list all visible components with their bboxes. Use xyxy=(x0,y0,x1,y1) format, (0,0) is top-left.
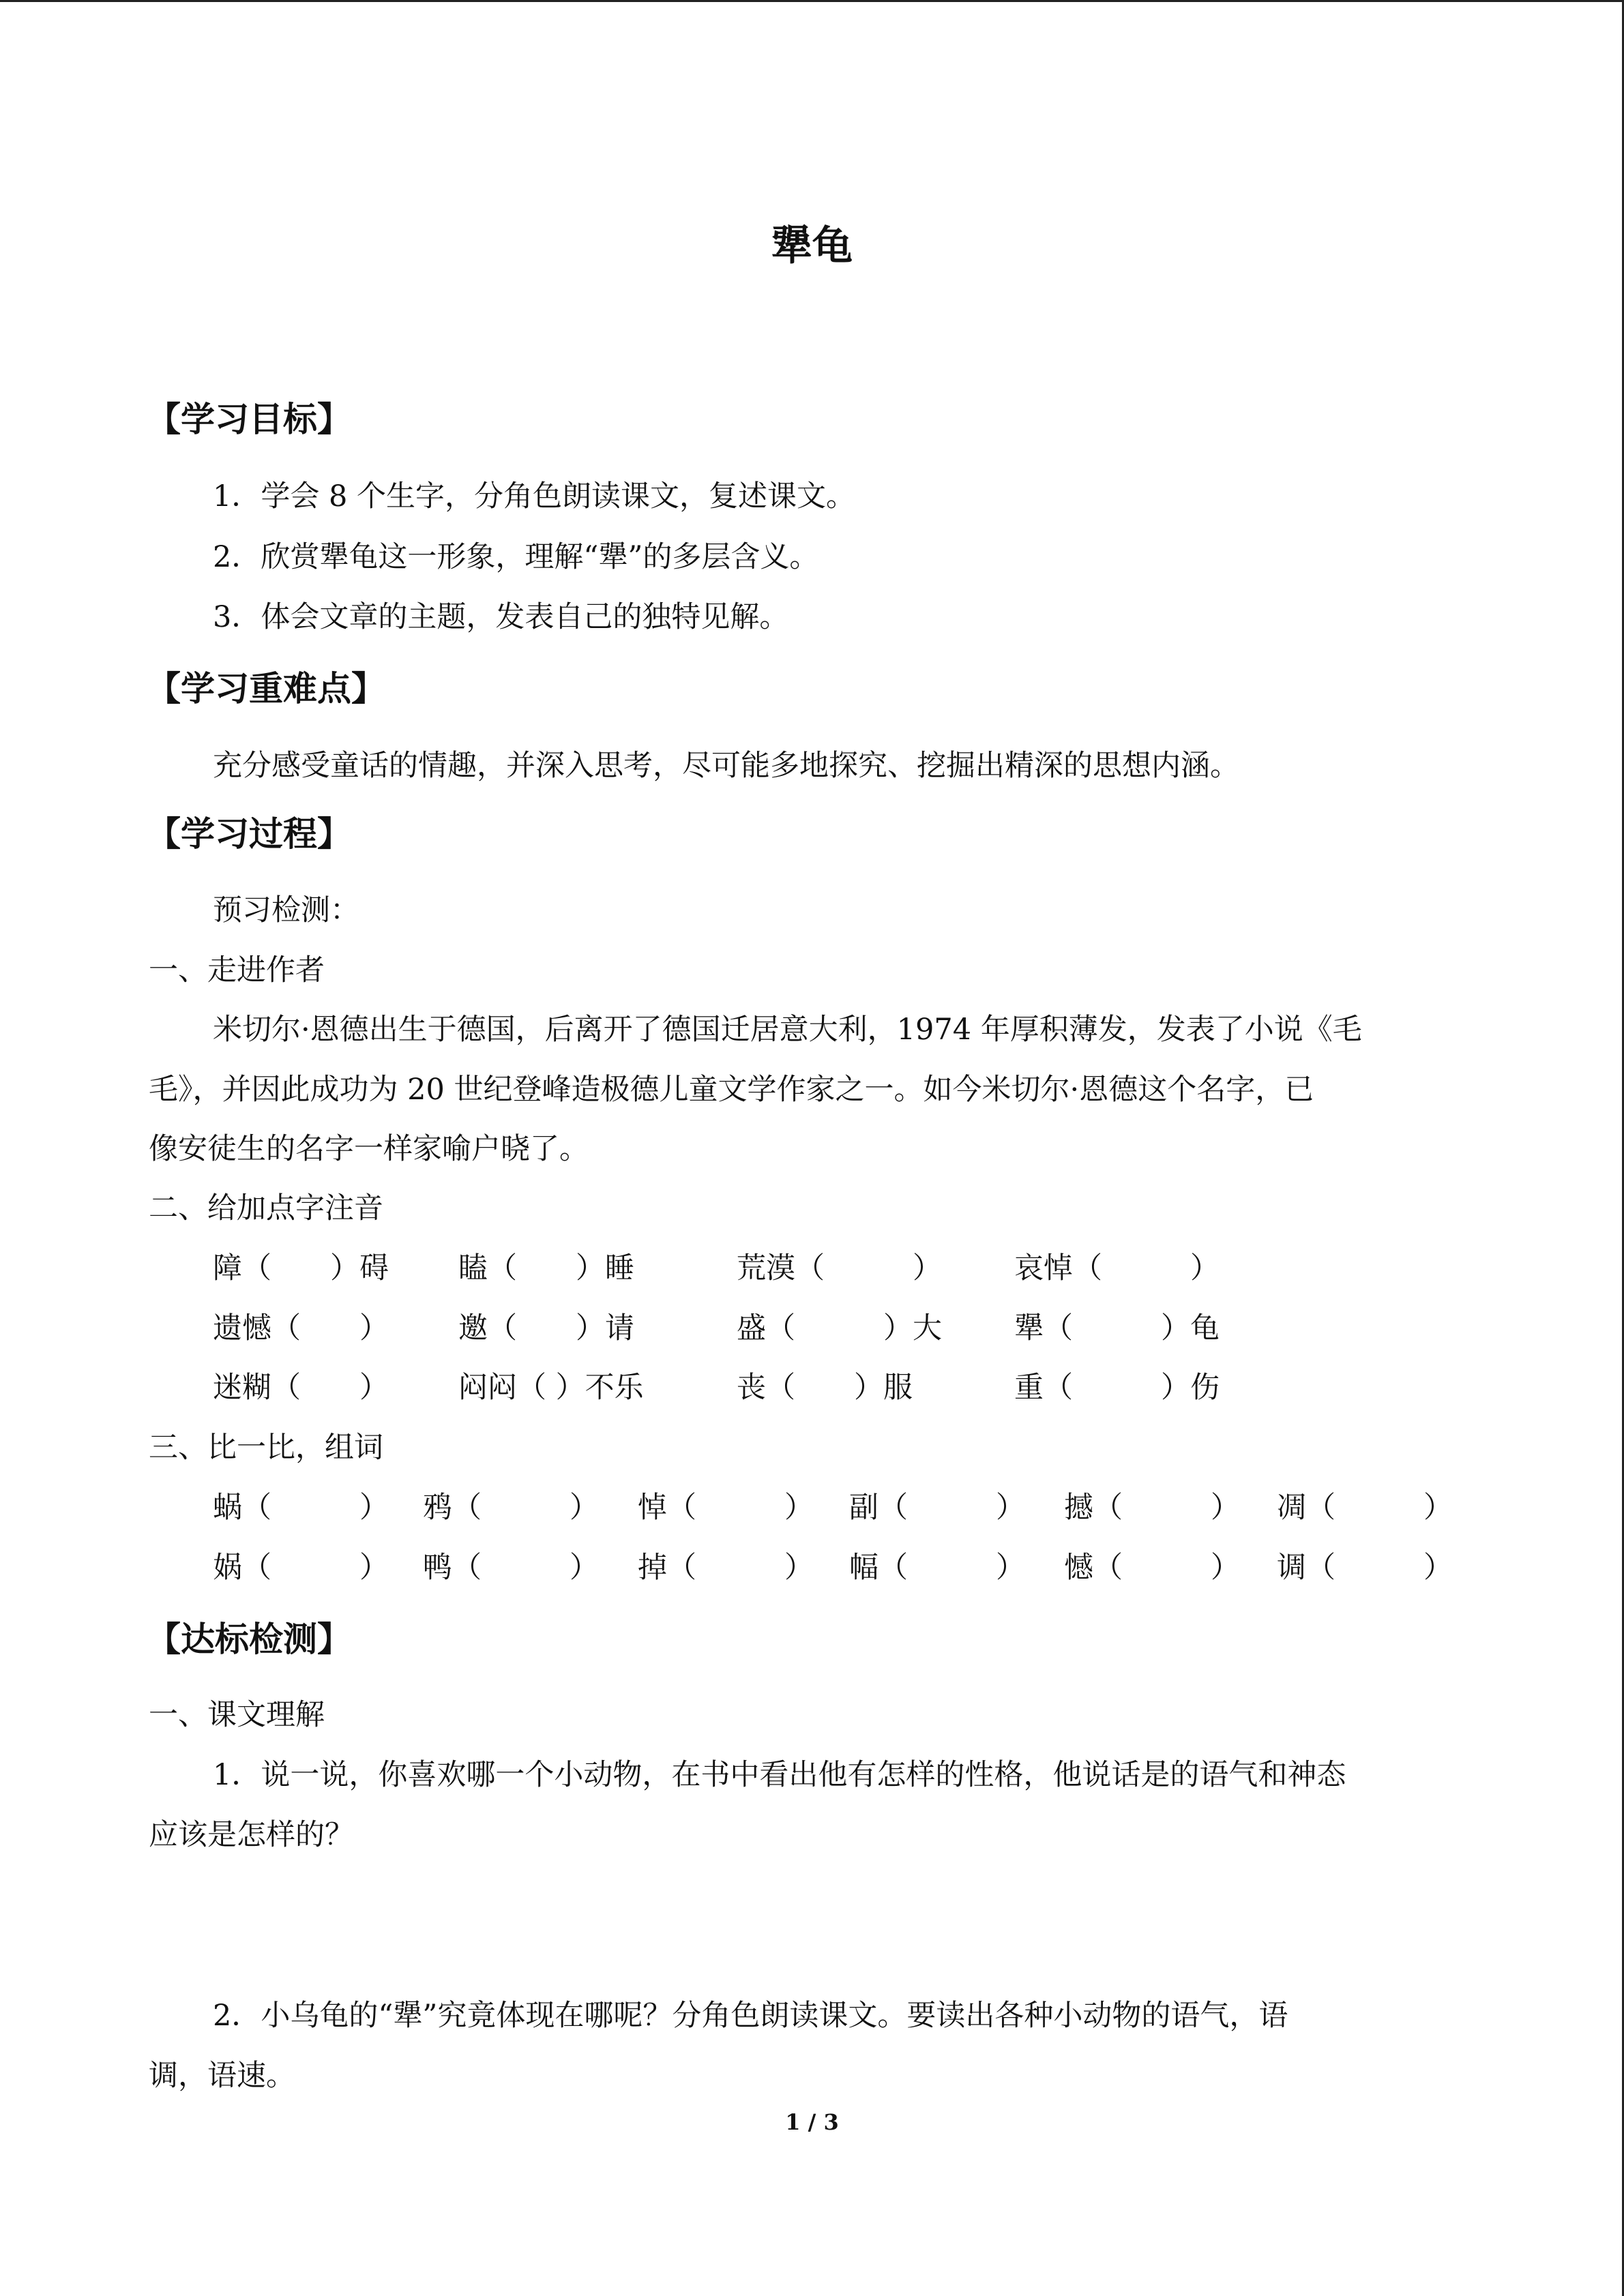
pinyin-cell: 哀悼（ ） xyxy=(1014,1251,1220,1285)
pinyin-cell: 障（ ）碍 xyxy=(213,1251,389,1285)
compare-cell: 鸦（ ） xyxy=(423,1491,599,1525)
page-title: 犟龟 xyxy=(771,222,853,270)
pinyin-cell: 荒漠（ ） xyxy=(737,1251,942,1285)
compare-cell: 蜗（ ） xyxy=(213,1491,389,1525)
goal-item: 3．体会文章的主题，发表自己的独特见解。 xyxy=(213,600,789,634)
compare-cell: 副（ ） xyxy=(849,1491,1025,1525)
compare-cell: 凋（ ） xyxy=(1277,1491,1453,1525)
question-2-line: 调，语速。 xyxy=(149,2059,295,2093)
preview-label: 预习检测： xyxy=(213,893,359,927)
author-heading: 一、走进作者 xyxy=(149,953,325,987)
author-line: 像安徒生的名字一样家喻户晓了。 xyxy=(149,1132,589,1166)
pinyin-cell: 闷闷（ ）不乐 xyxy=(458,1371,644,1405)
pinyin-cell: 瞌（ ）睡 xyxy=(458,1251,634,1285)
goal-item: 2．欣赏犟龟这一形象，理解“犟”的多层含义。 xyxy=(213,540,819,574)
check-heading: 【达标检测】 xyxy=(147,1620,351,1659)
question-1-line: 应该是怎样的？ xyxy=(149,1818,354,1852)
page-indicator: 1 / 3 xyxy=(785,2109,839,2135)
compare-cell: 娲（ ） xyxy=(213,1551,389,1585)
compare-cell: 撼（ ） xyxy=(1064,1491,1240,1525)
compare-cell: 憾（ ） xyxy=(1064,1551,1240,1585)
pinyin-heading: 二、给加点字注音 xyxy=(149,1191,383,1225)
compare-cell: 悼（ ） xyxy=(638,1491,814,1525)
process-heading: 【学习过程】 xyxy=(147,814,351,854)
author-line: 毛》，并因此成功为 20 世纪登峰造极德儿童文学作家之一。如今米切尔·恩德这个名字，已 xyxy=(149,1073,1314,1107)
pinyin-cell: 遗憾（ ） xyxy=(213,1311,389,1345)
pinyin-cell: 丧（ ）服 xyxy=(737,1371,913,1405)
compare-heading: 三、比一比，组词 xyxy=(149,1431,383,1465)
pinyin-cell: 迷糊（ ） xyxy=(213,1371,389,1405)
question-1-line: 1．说一说，你喜欢哪一个小动物，在书中看出他有怎样的性格，他说话是的语气和神态 xyxy=(213,1758,1346,1792)
pinyin-cell: 重（ ）伤 xyxy=(1014,1371,1220,1405)
key-points-heading: 【学习重难点】 xyxy=(147,669,385,709)
compare-cell: 鸭（ ） xyxy=(423,1551,599,1585)
goals-heading: 【学习目标】 xyxy=(147,400,351,439)
pinyin-cell: 邀（ ）请 xyxy=(458,1311,634,1345)
compare-cell: 幅（ ） xyxy=(849,1551,1025,1585)
pinyin-cell: 犟（ ）龟 xyxy=(1014,1311,1220,1345)
understand-heading: 一、课文理解 xyxy=(149,1698,325,1732)
compare-cell: 调（ ） xyxy=(1277,1551,1453,1585)
pinyin-cell: 盛（ ）大 xyxy=(737,1311,942,1345)
key-points-text: 充分感受童话的情趣，并深入思考，尽可能多地探究、挖掘出精深的思想内涵。 xyxy=(213,749,1239,783)
goal-item: 1．学会 8 个生字，分角色朗读课文，复述课文。 xyxy=(213,479,856,513)
question-2-line: 2．小乌龟的“犟”究竟体现在哪呢？分角色朗读课文。要读出各种小动物的语气，语 xyxy=(213,1999,1288,2033)
author-line: 米切尔·恩德出生于德国，后离开了德国迁居意大利，1974 年厚积薄发，发表了小说《毛 xyxy=(213,1013,1362,1047)
compare-cell: 掉（ ） xyxy=(638,1551,814,1585)
